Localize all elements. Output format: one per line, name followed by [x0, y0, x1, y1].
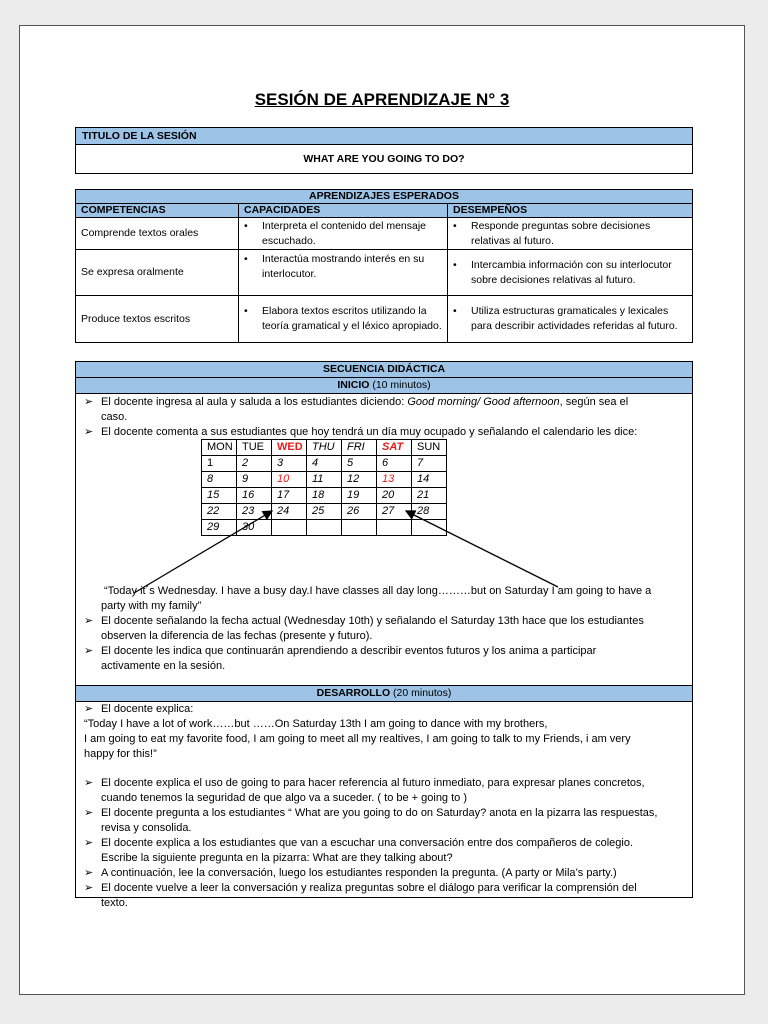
calendar-day-fri: FRI: [342, 440, 377, 456]
inicio-item-3-cont: observen la diferencia de las fechas (presente y futuro).: [101, 630, 373, 642]
calendar-date: 22: [202, 504, 237, 520]
calendar-date: 14: [412, 472, 447, 488]
arrow-bullet-icon: ➢: [84, 703, 94, 715]
calendar-date: 5: [342, 456, 377, 472]
calendar-date: 18: [307, 488, 342, 504]
capacidad-cell: • Interactúa mostrando interés en su interlocutor.: [239, 250, 448, 296]
capacidad-cell: • Elabora textos escritos utilizando la teoría gramatical y el léxico apropiado.: [239, 296, 448, 342]
bullet-icon: •: [453, 220, 457, 232]
calendar-date: 24: [272, 504, 307, 520]
table-row: [76, 296, 692, 342]
calendar-date: 16: [237, 488, 272, 504]
calendar-date: 26: [342, 504, 377, 520]
desempeno-cell: • Utiliza estructuras gramaticales y lexicales para describir actividades referidas al futuro.: [448, 296, 693, 342]
dev-quote-line: I am going to eat my favorite food, I am going to meet all my realtives, I am going to talk to my Friends, i am very: [84, 733, 631, 745]
calendar-day-wed: WED: [272, 440, 307, 456]
arrow-to-saturday-icon: [406, 511, 558, 587]
column-header: COMPETENCIAS: [76, 204, 239, 218]
desarrollo-item-cont: Escribe la siguiente pregunta en la pizarra: What are they talking about?: [101, 852, 453, 864]
competencia-cell: Comprende textos orales: [76, 218, 239, 250]
competencia-cell: Se expresa oralmente: [76, 250, 239, 296]
table-row: [76, 250, 692, 296]
inicio-item-2: ➢ El docente comenta a sus estudiantes que hoy tendrá un día muy ocupado y señalando el calendario les dice:: [84, 426, 638, 438]
competencia-cell: Produce textos escritos: [76, 296, 239, 342]
inicio-item-1: ➢ El docente ingresa al aula y saluda a los estudiantes diciendo: Good morning/ Good afternoon, según sea el: [84, 396, 629, 408]
calendar-date: 30: [237, 520, 272, 536]
bullet-icon: •: [453, 259, 457, 271]
arrow-bullet-icon: ➢: [84, 867, 94, 879]
calendar-date: 20: [377, 488, 412, 504]
aprendizajes-header: APRENDIZAJES ESPERADOS: [76, 190, 692, 204]
session-title-value: WHAT ARE YOU GOING TO DO?: [303, 153, 465, 165]
arrow-to-wednesday-icon: [134, 511, 272, 593]
calendar-date: 2: [237, 456, 272, 472]
document-page: [19, 25, 745, 995]
calendar-date: 8: [202, 472, 237, 488]
arrow-bullet-icon: ➢: [84, 645, 94, 657]
bullet-icon: •: [244, 220, 248, 232]
inicio-item-4: ➢ El docente les indica que continuarán aprendiendo a describir eventos futuros y los anima a participar: [84, 645, 597, 657]
calendar-date: 28: [412, 504, 447, 520]
aprendizajes-table: [76, 190, 692, 342]
calendar-date: 7: [412, 456, 447, 472]
calendar-date: 11: [307, 472, 342, 488]
arrow-bullet-icon: ➢: [84, 777, 94, 789]
calendar-date-saturday: 13: [377, 472, 412, 488]
arrow-bullet-icon: ➢: [84, 615, 94, 627]
table-row: [76, 218, 692, 250]
calendar-date: 19: [342, 488, 377, 504]
desarrollo-item: ➢ El docente explica a los estudiantes que van a escuchar una conversación entre dos compañeros de colegio.: [84, 837, 634, 849]
calendar-date: 6: [377, 456, 412, 472]
desempeno-cell: • Intercambia información con su interlocutor sobre decisiones relativas al futuro.: [448, 250, 693, 296]
bullet-icon: •: [244, 253, 248, 265]
calendar-date: 21: [412, 488, 447, 504]
column-header: DESEMPEÑOS: [448, 204, 693, 218]
session-title-label: TITULO DE LA SESIÓN: [76, 128, 692, 145]
calendar-date: 9: [237, 472, 272, 488]
calendar-date: 29: [202, 520, 237, 536]
inicio-item-3: ➢ El docente señalando la fecha actual (Wednesday 10th) y señalando el Saturday 13th hace que los estudiantes: [84, 615, 644, 627]
desarrollo-item-1: ➢ El docente explica:: [84, 703, 194, 715]
desarrollo-item-cont: texto.: [101, 897, 128, 909]
bullet-icon: •: [453, 305, 457, 318]
secuencia-header: SECUENCIA DIDÁCTICA: [76, 362, 692, 378]
secuencia-box: [75, 361, 693, 909]
calendar-date: 23: [237, 504, 272, 520]
calendar-date: 27: [377, 504, 412, 520]
calendar-date: 25: [307, 504, 342, 520]
arrow-bullet-icon: ➢: [84, 396, 94, 408]
inicio-header: INICIO (10 minutos): [76, 378, 692, 394]
arrow-bullet-icon: ➢: [84, 882, 94, 894]
inicio-item-1-cont: caso.: [101, 411, 128, 423]
arrow-bullet-icon: ➢: [84, 426, 94, 438]
desarrollo-header: DESARROLLO (20 minutos): [76, 685, 692, 702]
calendar-date-today: 10: [272, 472, 307, 488]
calendar-date: 3: [272, 456, 307, 472]
calendar-date: 4: [307, 456, 342, 472]
calendar-day-mon: MON: [202, 440, 237, 456]
arrow-bullet-icon: ➢: [84, 807, 94, 819]
desarrollo-item-cont: revisa y consolida.: [101, 822, 192, 834]
dev-quote-line: “Today I have a lot of work……but ……On Saturday 13th I am going to dance with my brothers,: [84, 718, 548, 730]
dev-quote-line: happy for this!”: [84, 748, 157, 760]
quote-line: “Today it´s Wednesday. I have a busy day.I have classes all day long………but on Saturday I am going to have a: [104, 585, 652, 597]
desempeno-cell: • Responde preguntas sobre decisiones relativas al futuro.: [448, 218, 693, 250]
arrow-bullet-icon: ➢: [84, 837, 94, 849]
desarrollo-item: ➢ El docente vuelve a leer la conversación y realiza preguntas sobre el diálogo para verificar la comprensión del: [84, 882, 637, 894]
calendar-day-tue: TUE: [237, 440, 272, 456]
quote-line: party with my family”: [101, 600, 202, 612]
calendar-pointer-arrows: [76, 362, 694, 602]
calendar-date: 15: [202, 488, 237, 504]
calendar-date: 17: [272, 488, 307, 504]
desarrollo-item: ➢ A continuación, lee la conversación, luego los estudiantes responden la pregunta. (A party or Mila’s party.): [84, 867, 617, 879]
inicio-item-4-cont: activamente en la sesión.: [101, 660, 226, 672]
desarrollo-item: ➢ El docente explica el uso de going to para hacer referencia al futuro inmediato, para expresar planes concretos,: [84, 777, 645, 789]
calendar-date: 1: [202, 456, 237, 472]
calendar-date: 12: [342, 472, 377, 488]
page-title: SESIÓN DE APRENDIZAJE N° 3: [254, 90, 510, 109]
desarrollo-item: ➢ El docente pregunta a los estudiantes “ What are you going to do on Saturday? anota en la pizarra las respuestas,: [84, 807, 658, 819]
calendar-day-thu: THU: [307, 440, 342, 456]
calendar-day-sun: SUN: [412, 440, 447, 456]
session-title-box: [75, 127, 693, 174]
desarrollo-item-cont: cuando tenemos la seguridad de que algo va a suceder. ( to be + going to ): [101, 792, 468, 804]
bullet-icon: •: [244, 305, 248, 318]
calendar-day-sat: SAT: [377, 440, 412, 456]
aprendizajes-box: [75, 189, 693, 343]
capacidad-cell: • Interpreta el contenido del mensaje escuchado.: [239, 218, 448, 250]
column-header: CAPACIDADES: [239, 204, 448, 218]
